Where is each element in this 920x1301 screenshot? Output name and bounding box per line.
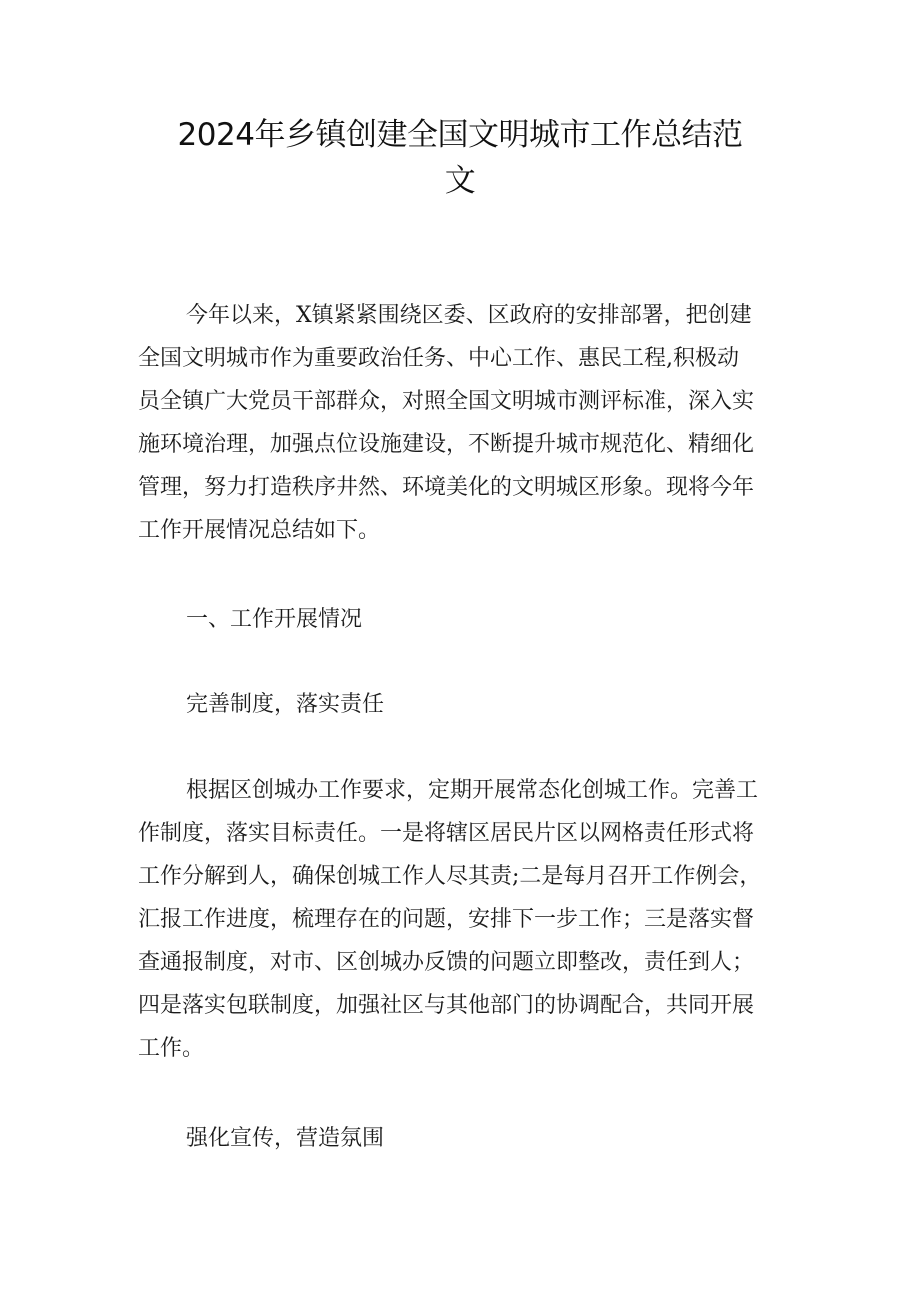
paragraph-line: 施环境治理，加强点位设施建设，不断提升城市规范化、精细化 <box>138 432 755 457</box>
intro-paragraph <box>138 294 788 552</box>
title-line-1: 2024年乡镇创建全国文明城市工作总结范 <box>177 117 743 153</box>
paragraph-line: 根据区创城办工作要求，定期开展常态化创城工作。完善工 <box>186 778 759 803</box>
title-line-2: 文 <box>444 163 476 199</box>
paragraph-line: 管理，努力打造秩序井然、环境美化的文明城区形象。现将今年 <box>138 475 755 500</box>
paragraph-line: 员全镇广大党员干部群众，对照全国文明城市测评标准，深入实 <box>138 389 755 414</box>
paragraph-line: 全国文明城市作为重要政治任务、中心工作、惠民工程,积极动 <box>138 346 739 371</box>
subheading-publicity: 强化宣传，营造氛围 <box>186 1126 385 1151</box>
paragraph-line: 今年以来，X镇紧紧围绕区委、区政府的安排部署，把创建 <box>186 303 752 328</box>
document-title <box>140 112 780 204</box>
paragraph-line: 工作开展情况总结如下。 <box>138 518 381 543</box>
paragraph-line: 作制度，落实目标责任。一是将辖区居民片区以网格责任形式将 <box>138 821 755 846</box>
section-heading-work-status: 一、工作开展情况 <box>186 607 363 632</box>
paragraph-line: 汇报工作进度，梳理存在的问题，安排下一步工作；三是落实督 <box>138 907 755 932</box>
paragraph-line: 四是落实包联制度，加强社区与其他部门的协调配合，共同开展 <box>138 993 755 1018</box>
subheading-improve-system: 完善制度，落实责任 <box>186 692 385 717</box>
paragraph-line: 查通报制度，对市、区创城办反馈的问题立即整改，责任到人； <box>138 950 755 975</box>
system-paragraph <box>138 769 788 1070</box>
paragraph-line: 工作分解到人，确保创城工作人尽其责;二是每月召开工作例会， <box>138 864 762 889</box>
paragraph-line: 工作。 <box>138 1036 205 1061</box>
